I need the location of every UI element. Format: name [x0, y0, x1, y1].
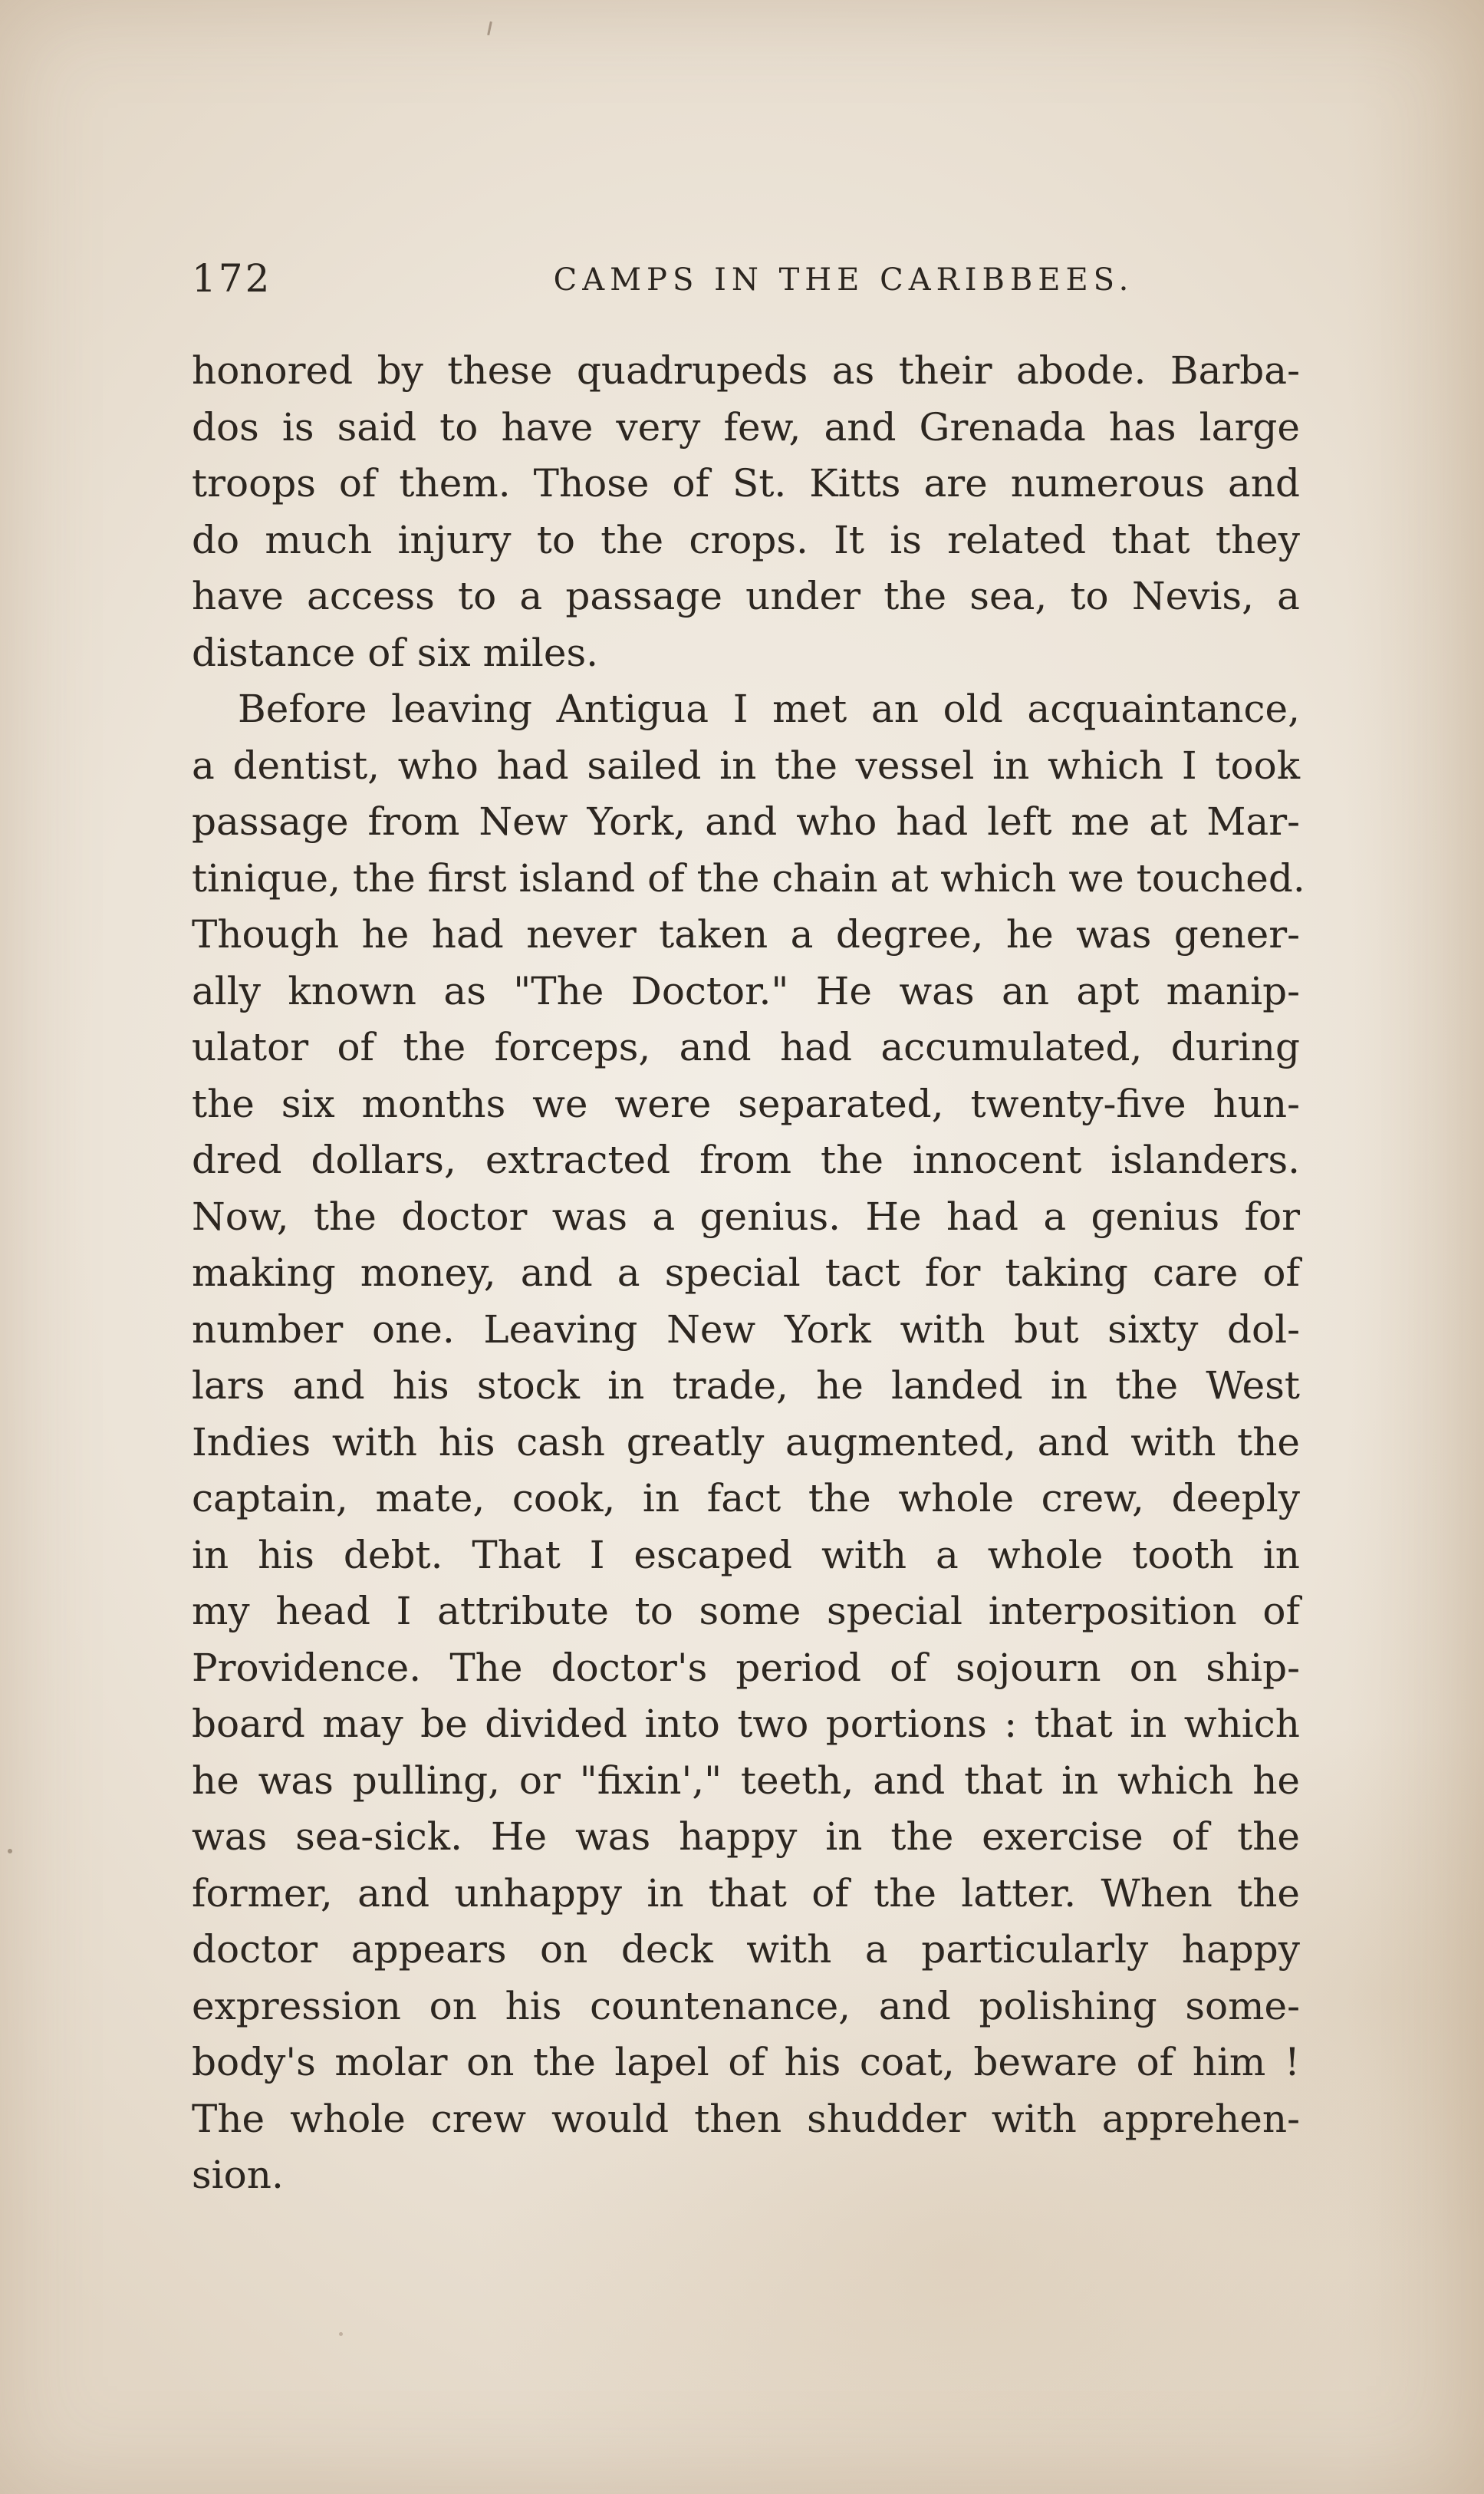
text-line: lars and his stock in trade, he landed in the West: [192, 1363, 1300, 1408]
text-line: body's molar on the lapel of his coat, beware of him !: [192, 2040, 1300, 2084]
text-line: number one. Leaving New York with but sixty dol-: [192, 1306, 1300, 1352]
text-line: passage from New York, and who had left me at Mar-: [192, 799, 1300, 844]
text-line: Providence. The doctor's period of sojourn on ship-: [192, 1645, 1300, 1690]
text-line: distance of six miles.: [192, 630, 599, 675]
text-line: honored by these quadrupeds as their abode. Barba-: [192, 348, 1300, 393]
page-number: 172: [192, 256, 272, 301]
text-line: my head I attribute to some special interposition of: [192, 1589, 1300, 1633]
text-line: the six months we were separated, twenty-five hun-: [192, 1081, 1300, 1126]
text-line: ally known as "The Doctor." He was an apt manip-: [192, 968, 1300, 1013]
text-line: troops of them. Those of St. Kitts are numerous and: [192, 461, 1300, 506]
text-line: dos is said to have very few, and Grenada has large: [192, 404, 1300, 450]
page-stain: [1346, 0, 1484, 2494]
text-line: former, and unhappy in that of the latter. When the: [192, 1870, 1300, 1916]
text-line: captain, mate, cook, in fact the whole crew, deeply: [192, 1476, 1300, 1520]
ink-mark: [487, 21, 492, 35]
text-line: have access to a passage under the sea, to Nevis, a: [192, 574, 1300, 618]
text-line: he was pulling, or "fixin'," teeth, and that in which he: [192, 1758, 1300, 1803]
text-line: ulator of the forceps, and had accumulated, during: [192, 1025, 1300, 1069]
text-line: do much injury to the crops. It is related that they: [192, 517, 1300, 562]
text-line: board may be divided into two portions : that in which: [192, 1702, 1300, 1746]
text-line: expression on his countenance, and polishing some-: [192, 1983, 1300, 2028]
paper-speck: [8, 1849, 12, 1853]
text-line: sion.: [192, 2153, 284, 2197]
text-line: The whole crew would then shudder with apprehen-: [192, 2096, 1300, 2141]
text-line: Indies with his cash greatly augmented, and with the: [192, 1419, 1300, 1464]
running-head: CAMPS IN THE CARIBBEES.: [553, 262, 1134, 298]
text-line: Though he had never taken a degree, he was gener-: [192, 912, 1300, 957]
text-line: doctor appears on deck with a particularly happy: [192, 1927, 1300, 1972]
text-line: was sea-sick. He was happy in the exercise of the: [192, 1814, 1300, 1859]
text-line: tinique, the first island of the chain at which we touched.: [192, 855, 1305, 901]
text-line: in his debt. That I escaped with a whole tooth in: [192, 1532, 1300, 1577]
text-line: a dentist, who had sailed in the vessel in which I took: [192, 743, 1300, 788]
page-header: [192, 256, 1304, 305]
paper-speck: [339, 2332, 343, 2336]
text-line: dred dollars, extracted from the innocent islanders.: [192, 1138, 1300, 1182]
body-text: [192, 343, 1305, 2204]
text-line: making money, and a special tact for taking care of: [192, 1250, 1300, 1295]
text-line: Now, the doctor was a genius. He had a genius for: [192, 1194, 1300, 1239]
paragraph-start-line: Before leaving Antigua I met an old acquaintance,: [238, 687, 1300, 731]
